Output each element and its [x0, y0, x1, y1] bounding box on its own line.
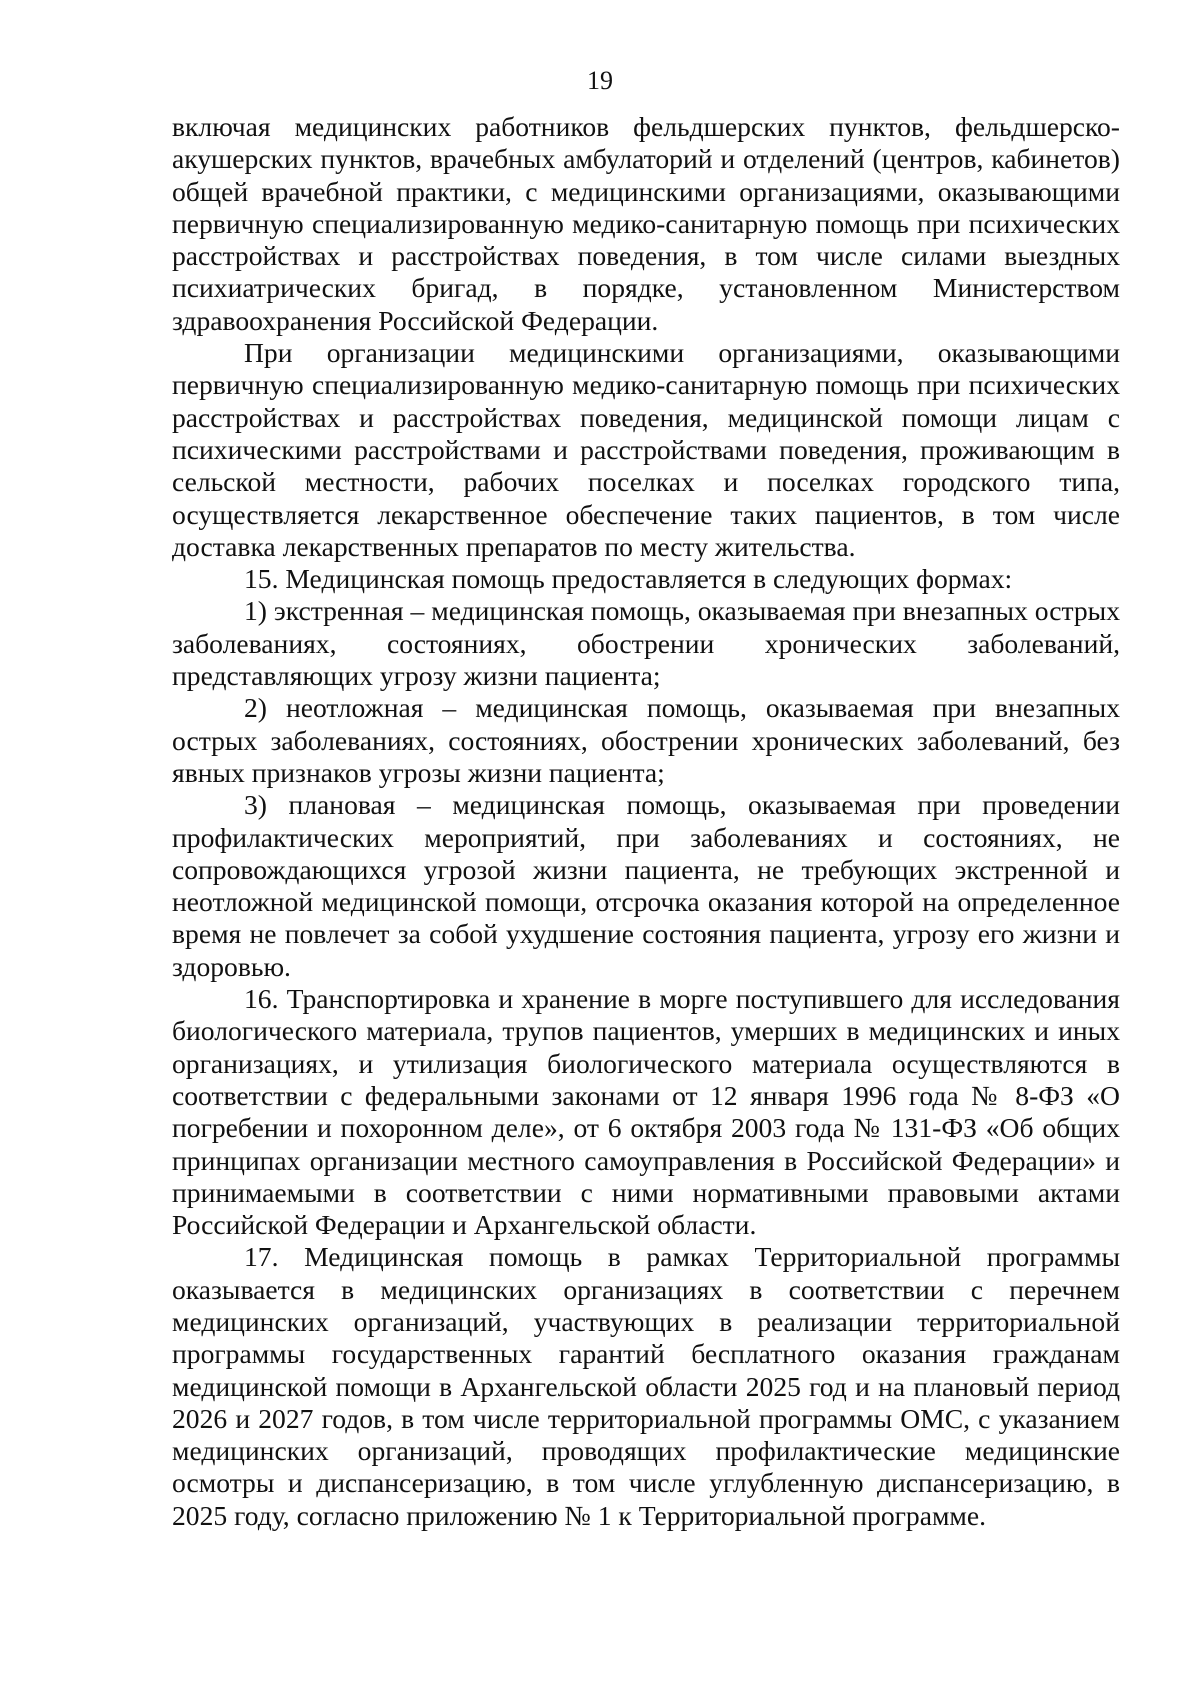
paragraph-item-17: 17. Медицинская помощь в рамках Территориальной программы оказывается в медицинских организациях в соответствии с перечнем медицинских организаций, участвующих в реализации территориальной программы государственных гарантий бесплатного оказания гражданам медицинской помощи в Архангельской области 2025 год и на плановый период 2026 и 2027 годов, в том числе территориальной программы ОМС, с указанием медицинских организаций, проводящих профилактические медицинские осмотры и диспансеризацию, в том числе углубленную диспансеризацию, в 2025 году, согласно приложению № 1 к Территориальной программе. [172, 1241, 1120, 1531]
page-number: 19 [587, 66, 613, 95]
paragraph-rural-care: При организации медицинскими организациями, оказывающими первичную специализированную медико-санитарную помощь при психических расстройствах и расстройствах поведения, медицинской помощи лицам с психическими расстройствами и расстройствами поведения, проживающим в сельской местности, рабочих поселках и поселках городского типа, осуществляется лекарственное обеспечение таких пациентов, в том числе доставка лекарственных препаратов по месту жительства. [172, 337, 1120, 562]
paragraph-item-16: 16. Транспортировка и хранение в морге поступившего для исследования биологического материала, трупов пациентов, умерших в медицинских и иных организациях, и утилизация биологического материала осуществляются в соответствии с федеральными законами от 12 января 1996 года № 8-ФЗ «О погребении и похоронном деле», от 6 октября 2003 года № 131-ФЗ «Об общих принципах организации местного самоуправления в Российской Федерации» и принимаемыми в соответствии с ними нормативными правовыми актами Российской Федерации и Архангельской области. [172, 983, 1120, 1241]
paragraph-item-15-2: 2) неотложная – медицинская помощь, оказываемая при внезапных острых заболеваниях, состояниях, обострении хронических заболеваний, без явных признаков угрозы жизни пациента; [172, 692, 1120, 788]
document-body [172, 111, 1120, 1532]
paragraph-item-15-3: 3) плановая – медицинская помощь, оказываемая при проведении профилактических мероприятий, при заболеваниях и состояниях, не сопровождающихся угрозой жизни пациента, не требующих экстренной и неотложной медицинской помощи, отсрочка оказания которой на определенное время не повлечет за собой ухудшение состояния пациента, угрозу его жизни и здоровью. [172, 789, 1120, 982]
paragraph-item-15-1: 1) экстренная – медицинская помощь, оказываемая при внезапных острых заболеваниях, состояниях, обострении хронических заболеваний, представляющих угрозу жизни пациента; [172, 595, 1120, 692]
paragraph-item-15: 15. Медицинская помощь предоставляется в следующих формах: [244, 563, 1013, 595]
paragraph-continuation: включая медицинских работников фельдшерских пунктов, фельдшерско-акушерских пунктов, врачебных амбулаторий и отделений (центров, кабинетов) общей врачебной практики, с медицинскими организациями, оказывающими первичную специализированную медико-санитарную помощь при психических расстройствах и расстройствах поведения, в том числе силами выездных психиатрических бригад, в порядке, установленном Министерством здравоохранения Российской Федерации. [172, 111, 1120, 336]
